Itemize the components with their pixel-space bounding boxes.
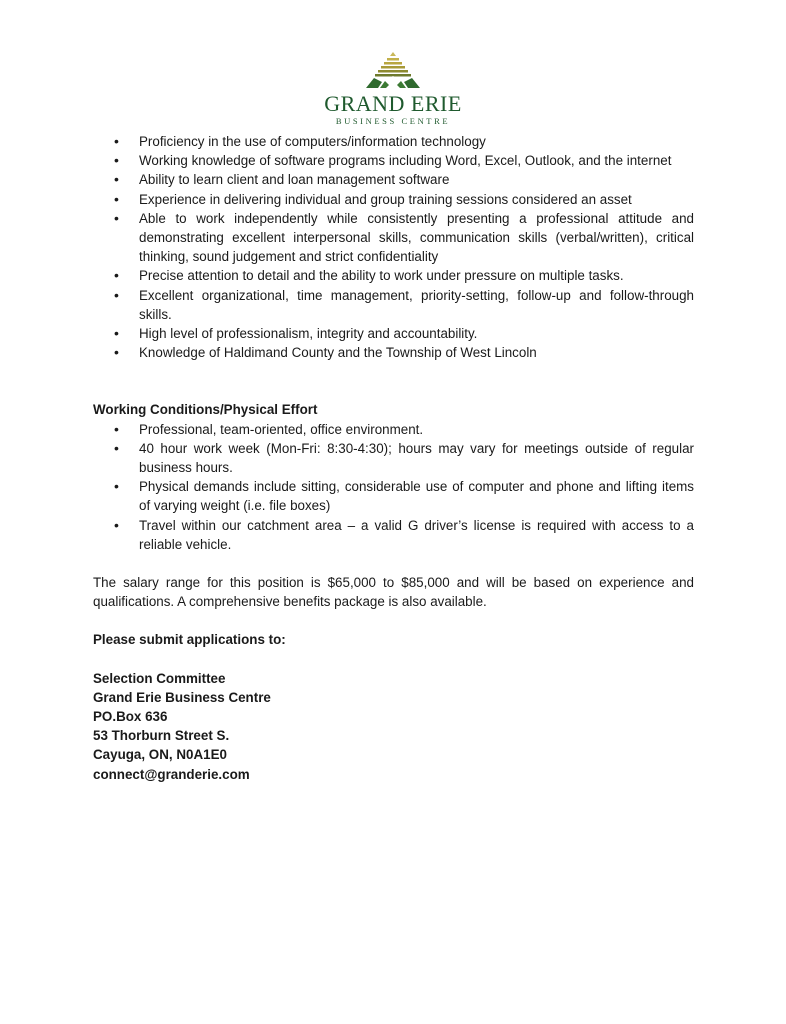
list-item: • Working knowledge of software programs including Word, Excel, Outlook, and the internet: [93, 151, 694, 170]
address-line-organization: Grand Erie Business Centre: [93, 689, 271, 705]
working-conditions-list: [93, 420, 694, 554]
address-line-street: 53 Thorburn Street S.: [93, 728, 230, 744]
email-link[interactable]: connect@granderie.com: [93, 766, 250, 782]
qualifications-list: [93, 132, 694, 362]
list-item: • High level of professionalism, integrity and accountability.: [93, 324, 694, 343]
logo-title: GRAND ERIE: [324, 91, 462, 116]
list-item: • 40 hour work week (Mon-Fri: 8:30-4:30); hours may vary for meetings outside of regular business hours.: [93, 439, 694, 477]
list-item: • Proficiency in the use of computers/information technology: [93, 132, 694, 151]
list-item: • Knowledge of Haldimand County and the Township of West Lincoln: [93, 343, 694, 362]
working-conditions-heading: Working Conditions/Physical Effort: [93, 402, 318, 418]
list-item: • Physical demands include sitting, considerable use of computer and phone and lifting items of varying weight (i.e. file boxes): [93, 477, 694, 515]
address-line-recipient: Selection Committee: [93, 670, 226, 686]
list-item: • Experience in delivering individual and group training sessions considered an asset: [93, 190, 694, 209]
apply-heading: Please submit applications to:: [93, 632, 286, 648]
address-block: [93, 669, 694, 784]
list-item: • Professional, team-oriented, office environment.: [93, 420, 694, 439]
list-item: • Ability to learn client and loan management software: [93, 170, 694, 189]
document-body: [93, 132, 694, 784]
salary-paragraph: The salary range for this position is $65,000 to $85,000 and will be based on experience and qualifications. A comprehensive benefits package is also available.: [93, 575, 694, 610]
triangle-leaf-logo-icon: [358, 50, 428, 92]
company-logo: [0, 50, 786, 126]
list-item: • Travel within our catchment area – a valid G driver’s license is required with access to a reliable vehicle.: [93, 516, 694, 554]
address-line-city: Cayuga, ON, N0A1E0: [93, 747, 227, 763]
list-item: • Precise attention to detail and the ability to work under pressure on multiple tasks.: [93, 266, 694, 285]
address-line-po-box: PO.Box 636: [93, 709, 168, 725]
list-item: • Able to work independently while consistently presenting a professional attitude and demonstrating excellent interpersonal skills, communication skills (verbal/written), critical thinking, sound judgement and strict confidentiality: [93, 209, 694, 267]
list-item: • Excellent organizational, time management, priority-setting, follow-up and follow-through skills.: [93, 286, 694, 324]
logo-subtitle: BUSINESS CENTRE: [335, 116, 451, 126]
